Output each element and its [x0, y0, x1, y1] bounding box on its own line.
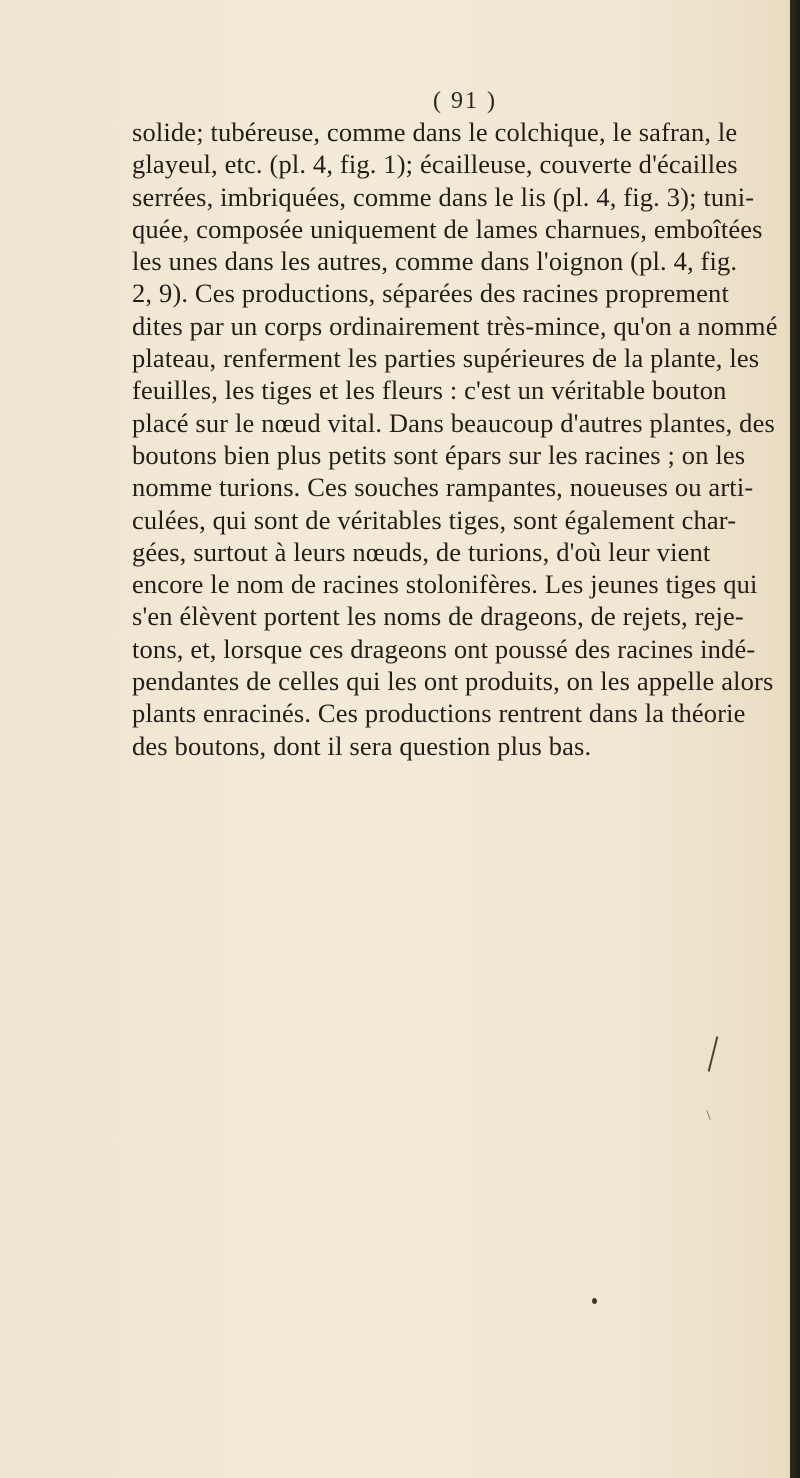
text-line: tons, et, lorsque ces drageons ont poussé des racines indé- — [132, 633, 756, 664]
text-line: nomme turions. Ces souches rampantes, noueuses ou arti- — [132, 472, 754, 503]
text-line: plateau, renferment les parties supérieures de la plante, les — [132, 343, 760, 374]
text-line: plants enracinés. Ces productions rentrent dans la théorie — [132, 698, 746, 729]
paper-blemish-speck — [592, 1298, 597, 1304]
text-line: placé sur le nœud vital. Dans beaucoup d'autres plantes, des — [132, 407, 775, 438]
text-line: pendantes de celles qui les ont produits, on les appelle alors — [132, 666, 774, 697]
text-line: gées, surtout à leurs nœuds, de turions, d'où leur vient — [132, 536, 711, 567]
text-line: encore le nom de racines stolonifères. Les jeunes tiges qui — [132, 569, 758, 600]
text-line: solide; tubéreuse, comme dans le colchique, le safran, le — [132, 117, 738, 147]
paper-blemish-stroke — [708, 1036, 719, 1071]
text-line: quée, composée uniquement de lames charnues, emboîtées — [132, 213, 763, 244]
text-line: feuilles, les tiges et les fleurs : c'est un véritable bouton — [132, 375, 727, 406]
text-line: culées, qui sont de véritables tiges, sont également char- — [132, 504, 737, 535]
text-line: dites par un corps ordinairement très-mince, qu'on a nommé — [132, 310, 778, 341]
text-line: 2, 9). Ces productions, séparées des racines proprement — [132, 278, 729, 309]
text-line: les unes dans les autres, comme dans l'oignon (pl. 4, fig. — [132, 246, 738, 277]
body-text — [132, 116, 794, 762]
text-line: serrées, imbriquées, comme dans le lis (pl. 4, fig. 3); tuni- — [132, 181, 755, 212]
page-number: ( 91 ) — [433, 88, 497, 114]
paper-blemish-stroke — [706, 1110, 710, 1120]
text-line: boutons bien plus petits sont épars sur les racines ; on les — [132, 439, 746, 470]
text-line: des boutons, dont il sera question plus bas. — [132, 730, 592, 761]
book-edge — [790, 0, 800, 1478]
text-line: s'en élèvent portent les noms de drageons, de rejets, reje- — [132, 601, 744, 632]
text-line: glayeul, etc. (pl. 4, fig. 1); écailleuse, couverte d'écailles — [132, 149, 738, 180]
